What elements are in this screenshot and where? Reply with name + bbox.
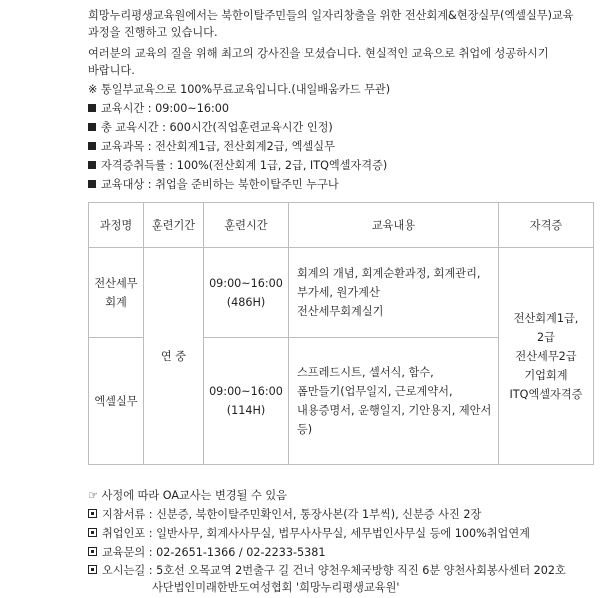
bullet-square-outline-icon (88, 509, 97, 518)
intro-line-1: 희망누리평생교육원에서는 북한이탈주민들의 일자리창출을 위한 전산회계&현장실무(엑셀실무)교육 (88, 9, 574, 22)
bullet-square-outline-icon (88, 565, 97, 574)
content-cell: 회계의 개념, 회계순환과정, 회계관리, 부가세, 원가계산 전산세무회계실기 (289, 248, 499, 338)
header-time: 훈련시간 (204, 203, 289, 248)
info-item-target: 교육대상 : 취업을 준비하는 북한이탈주민 누구나 (88, 177, 339, 193)
bullet-square-outline-icon (88, 528, 97, 537)
bullet-square-icon (88, 161, 96, 169)
oa-teacher-note: ☞ 사정에 따라 OA교사는 변경될 수 있음 (88, 489, 287, 502)
table-header-row (89, 203, 594, 248)
intro-line-4: 바랍니다. (88, 64, 135, 77)
course-name-cell: 전산세무 회계 (89, 248, 144, 338)
intro-line-2: 과정을 진행하고 있습니다. (88, 26, 218, 39)
info-item-total-hours: 총 교육시간 : 600시간(직업훈련교육시간 인정) (88, 120, 333, 136)
course-table (88, 202, 594, 465)
info-item-cert-rate: 자격증취득률 : 100%(전산회계 1급, 2급, ITQ엑셀자격증) (88, 158, 387, 174)
header-certificate: 자격증 (499, 203, 594, 248)
table-row (89, 248, 594, 338)
header-period: 훈련기간 (144, 203, 204, 248)
header-course-name: 과정명 (89, 203, 144, 248)
bullet-square-icon (88, 180, 96, 188)
time-cell: 09:00~16:00 (486H) (204, 248, 289, 338)
bullet-square-icon (88, 123, 96, 131)
time-cell: 09:00~16:00 (114H) (204, 338, 289, 465)
info-item-subjects: 교육과목 : 전산회계1급, 전산회계2급, 엑셀실무 (88, 139, 335, 155)
footer-address-org: 사단법인미래한반도여성협회 '희망누리평생교육원' (152, 581, 400, 594)
content-cell: 스프레드시트, 셀서식, 함수, 폼만들기(업무일지, 근로계약서, 내용증명서, 운행일지, 기안용지, 제안서 등) (289, 338, 499, 465)
bullet-square-icon (88, 142, 96, 150)
intro-line-3: 여러분의 교육의 질을 위해 최고의 강사진을 모셨습니다. 현실적인 교육으로 취업에 성공하시기 (88, 47, 549, 60)
free-education-note: ※ 통일부교육으로 100%무료교육입니다.(내일배움카드 무관) (88, 83, 391, 96)
header-content: 교육내용 (289, 203, 499, 248)
footer-item-contact: 교육문의 : 02-2651-1366 / 02-2233-5381 (88, 545, 326, 561)
footer-item-directions: 오시는길 : 5호선 오목교역 2번출구 길 건너 양천우체국방향 직진 6분 양천사회봉사센터 202호 (88, 563, 595, 579)
footer-item-documents: 지참서류 : 신분증, 북한이탈주민확인서, 통장사본(각 1부씩), 신분증 사진 2장 (88, 507, 481, 523)
bullet-square-icon (88, 104, 96, 112)
period-cell: 연 중 (144, 248, 204, 465)
footer-item-employment: 취업인포 : 일반사무, 회계사사무실, 법무사사무실, 세무법인사무실 등에 100%취업연계 (88, 526, 530, 542)
bullet-square-outline-icon (88, 547, 97, 556)
course-name-cell: 엑셀실무 (89, 338, 144, 465)
certificate-cell: 전산회계1급, 2급 전산세무2급 기업회계 ITQ엑셀자격증 (499, 248, 594, 465)
info-item-hours: 교육시간 : 09:00~16:00 (88, 101, 229, 117)
